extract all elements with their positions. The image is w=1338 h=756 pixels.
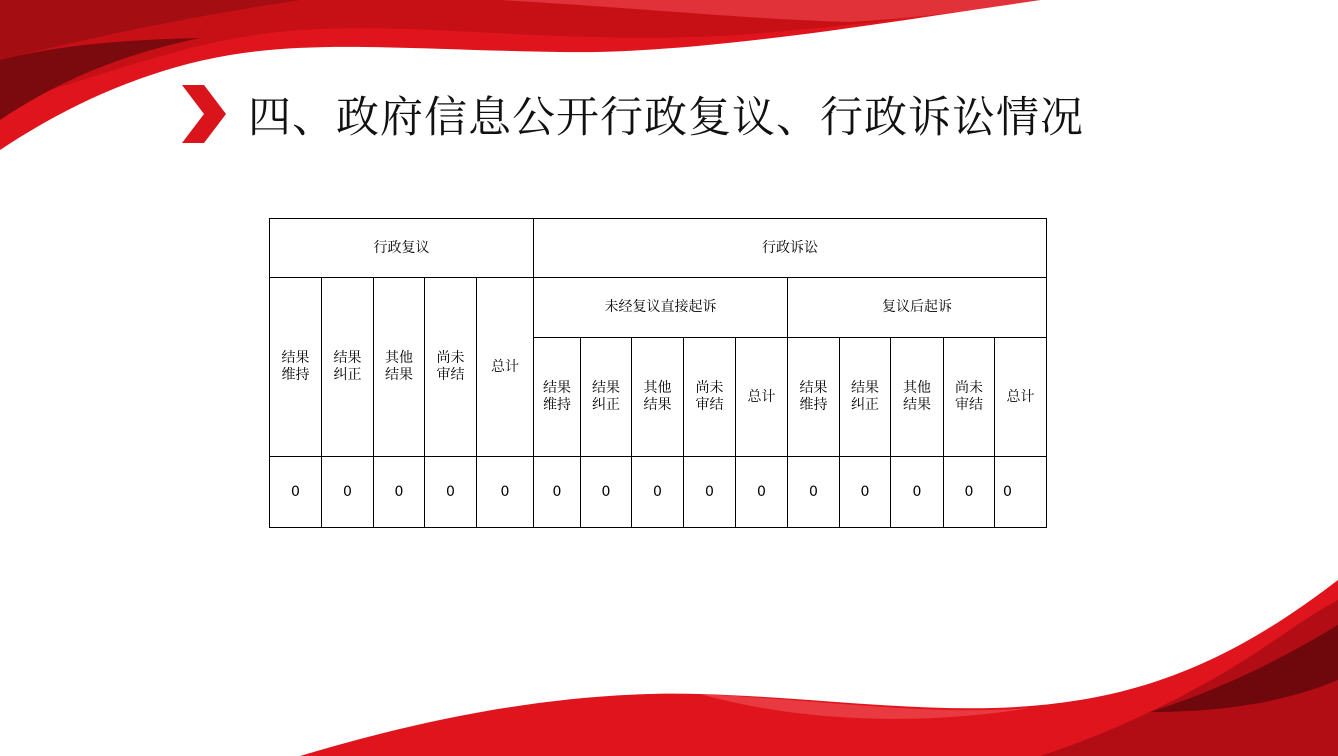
value-cell: 0 [322,457,374,528]
page-title: 四、政府信息公开行政复议、行政诉讼情况 [248,92,1084,143]
review-col-maintained: 结果维持 [270,278,322,457]
header-direct-suit: 未经复议直接起诉 [534,278,788,338]
value-cell: 0 [534,457,581,528]
review-litigation-table [269,218,1047,528]
after-col-other: 其他结果 [891,338,944,457]
value-cell: 0 [425,457,477,528]
header-administrative-review: 行政复议 [270,219,534,278]
review-col-total: 总计 [477,278,534,457]
value-cell: 0 [581,457,632,528]
value-cell: 0 [270,457,322,528]
value-cell: 0 [632,457,684,528]
value-cell: 0 [788,457,840,528]
value-cell: 0 [891,457,944,528]
review-col-pending: 尚未审结 [425,278,477,457]
after-col-corrected: 结果纠正 [840,338,891,457]
value-cell: 0 [840,457,891,528]
review-col-corrected: 结果纠正 [322,278,374,457]
direct-col-other: 其他结果 [632,338,684,457]
after-col-maintained: 结果维持 [788,338,840,457]
value-cell: 0 [995,457,1047,528]
value-cell: 0 [944,457,995,528]
direct-col-total: 总计 [736,338,788,457]
direct-col-maintained: 结果维持 [534,338,581,457]
direct-col-pending: 尚未审结 [684,338,736,457]
value-cell: 0 [684,457,736,528]
after-col-total: 总计 [995,338,1047,457]
page-header [180,84,1084,144]
header-administrative-litigation: 行政诉讼 [534,219,1047,278]
chevron-right-icon [180,85,228,143]
header-suit-after-review: 复议后起诉 [788,278,1047,338]
value-cell: 0 [477,457,534,528]
value-cell: 0 [374,457,425,528]
value-cell: 0 [736,457,788,528]
after-col-pending: 尚未审结 [944,338,995,457]
direct-col-corrected: 结果纠正 [581,338,632,457]
review-col-other: 其他结果 [374,278,425,457]
